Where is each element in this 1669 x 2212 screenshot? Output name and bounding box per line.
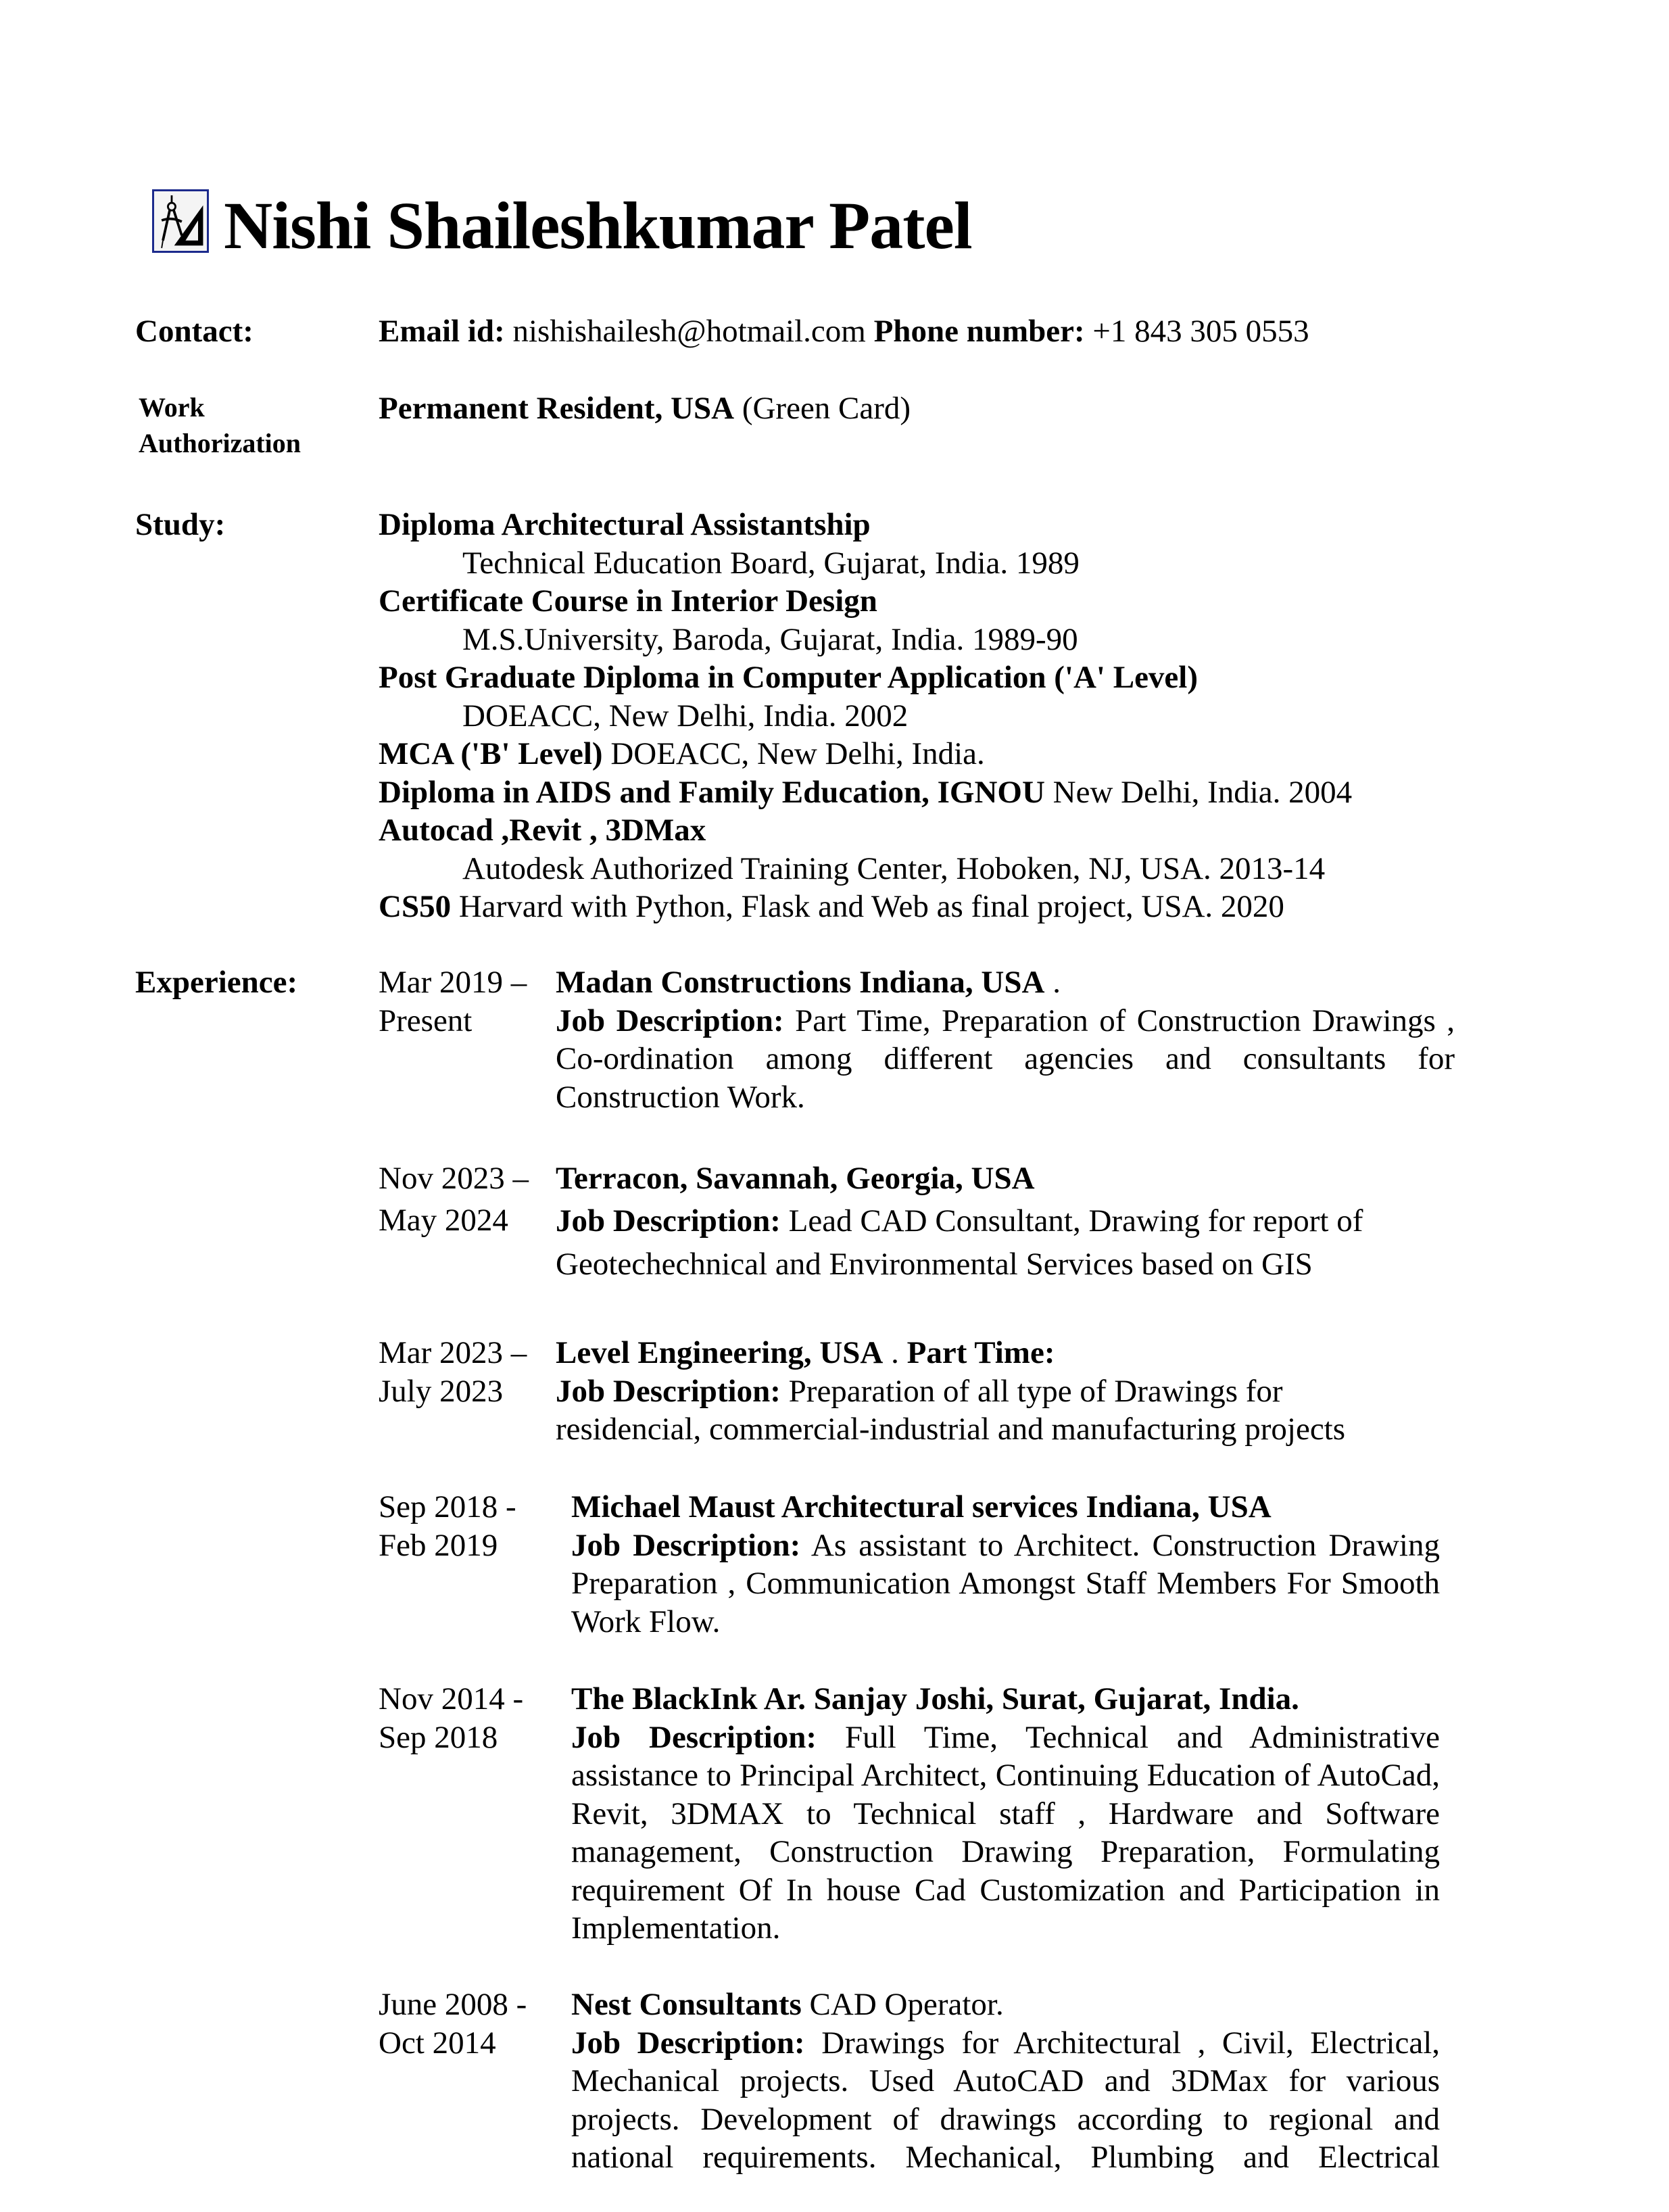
date-to: Feb 2019 [379,1527,498,1563]
company-name: Level Engineering, USA [556,1335,884,1370]
experience-label: Experience: [135,965,298,1000]
experience-dates [379,963,527,1040]
job-description-label: Job Description: [571,2025,805,2061]
job-description-label: Job Description: [571,1719,817,1755]
study-title: Post Graduate Diploma in Computer Application ('A' Level) [379,660,1198,695]
work-authorization-value [379,389,911,428]
date-to: Sep 2018 [379,1719,498,1755]
job-description-label: Job Description: [556,1373,781,1409]
study-inline-detail: Harvard with Python, Flask and Web as final project, USA. 2020 [458,889,1284,924]
date-to: July 2023 [379,1373,504,1409]
experience-dates [379,1488,516,1564]
job-title: CAD Operator. [801,1987,1004,2022]
study-title: CS50 [379,889,452,924]
study-item [379,773,1352,812]
experience-dates [379,1334,527,1410]
company-name: The BlackInk Ar. Sanjay Joshi, Surat, Gujarat, India. [571,1681,1299,1716]
company-name: Michael Maust Architectural services Indiana, USA [571,1489,1272,1524]
experience-dates [379,1680,523,1756]
date-from: Nov 2023 – [379,1161,529,1196]
job-description: As assistant to Architect. Construction Drawing Preparation , Communication Amongst Staff Members For Smooth Work Flow. [571,1527,1440,1639]
study-list [379,506,1352,926]
study-title: Diploma in AIDS and Family Education, IGNOU [379,774,1045,810]
phone-value: +1 843 305 0553 [1092,314,1309,349]
job-description-label: Job Description: [556,1203,781,1239]
candidate-name: Nishi Shaileshkumar Patel [224,188,972,263]
study-label: Study: [135,507,226,542]
company-name: Nest Consultants [571,1987,802,2022]
date-to: Oct 2014 [379,2025,496,2061]
study-inline-detail: New Delhi, India. 2004 [1053,774,1353,810]
study-title: MCA ('B' Level) [379,736,603,771]
study-title: Diploma Architectural Assistantship [379,507,871,542]
job-description-label: Job Description: [571,1527,801,1563]
study-detail: Autodesk Authorized Training Center, Hoboken, NJ, USA. 2013-14 [462,850,1326,886]
study-detail: M.S.University, Baroda, Gujarat, India. 1989-90 [462,621,1078,657]
experience-dates [379,1986,527,2062]
experience-details [571,1488,1440,1641]
experience-dates [379,1157,529,1241]
phone-label: Phone number: [873,314,1085,349]
date-from: Nov 2014 - [379,1681,524,1716]
job-description: Drawings for Architectural , Civil, Electrical, Mechanical projects. Used AutoCAD and 3DMax for various projects. Development of drawings according to regional and national requirements. Mechanical, Plumbing and Electrical [571,2025,1441,2175]
company-suffix: . [1044,965,1061,1000]
study-detail: DOEACC, New Delhi, India. 2002 [462,698,909,734]
experience-details [556,1334,1407,1449]
work-authorization-label-line2: Authorization [139,428,301,458]
study-item [379,811,1352,850]
date-to: May 2024 [379,1203,508,1238]
study-item [379,658,1352,697]
contact-label: Contact: [135,314,253,349]
study-item [379,888,1352,926]
study-item [379,735,1352,773]
date-from: Sep 2018 - [379,1489,516,1524]
study-inline-detail: DOEACC, New Delhi, India. [610,736,985,771]
job-description: Full Time, Technical and Administrative assistance to Principal Architect, Continuing Education of AutoCad, Revit, 3DMAX to Technical staff , Hardware and Software management, Construction Drawing Preparation, Formulating requirement Of In house Cad Customization and Participation in Implementation. [571,1719,1441,1946]
experience-details [571,1680,1440,1948]
work-authorization-label-line1: Work [139,392,205,423]
email-label: Email id: [379,314,505,349]
study-item [379,582,1352,621]
contact-details [379,312,1309,351]
study-detail: Technical Education Board, Gujarat, India. 1989 [462,545,1080,581]
date-to: Present [379,1003,473,1038]
drafting-compass-set-square-icon [152,189,209,253]
job-description: Preparation of all type of Drawings for residencial, commercial-industrial and manufacturing projects [556,1373,1346,1447]
experience-details [556,963,1455,1116]
experience-details [556,1157,1448,1286]
date-from: June 2008 - [379,1987,527,2022]
study-title: Certificate Course in Interior Design [379,583,877,619]
email-value[interactable]: nishishailesh@hotmail.com [512,314,866,349]
date-from: Mar 2023 – [379,1335,527,1370]
study-item [379,506,1352,544]
company-name: Terracon, Savannah, Georgia, USA [556,1161,1035,1196]
job-description-label: Job Description: [556,1003,784,1038]
date-from: Mar 2019 – [379,965,527,1000]
work-authorization-label [139,389,301,461]
residency-note: (Green Card) [742,391,911,426]
company-separator: . [883,1335,907,1370]
job-description: Lead CAD Consultant, Drawing for report of Geotechechnical and Environmental Services based on GIS [556,1203,1363,1282]
experience-details [571,1986,1440,2177]
study-title: Autocad ,Revit , 3DMax [379,813,706,848]
employment-type: Part Time: [906,1335,1055,1370]
company-name: Madan Constructions Indiana, USA [556,965,1045,1000]
residency-status: Permanent Resident, USA [379,391,735,426]
resume-header [152,188,972,263]
job-description: Part Time, Preparation of Construction Drawings , Co-ordination among different agencies and consultants for Construction Work. [556,1003,1455,1115]
